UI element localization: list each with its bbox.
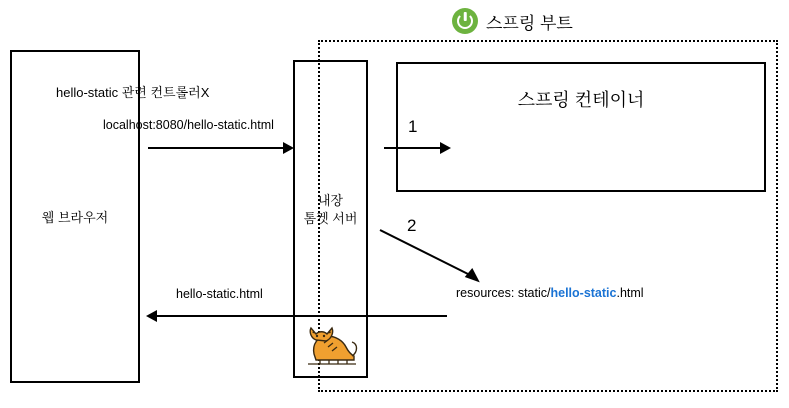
tomcat-cat-icon bbox=[302, 316, 360, 368]
embedded-tomcat-label-line2: 톰켓 서버 bbox=[303, 211, 358, 226]
spring-container-box bbox=[396, 62, 766, 192]
step-2-arrow bbox=[378, 228, 488, 286]
response-arrow-head bbox=[146, 310, 157, 322]
static-resource-prefix: resources: static/ bbox=[456, 286, 551, 300]
spring-container-title: 스프링 컨테이너 bbox=[517, 90, 645, 110]
spring-boot-title-group bbox=[452, 6, 632, 36]
step-2-label: 2 bbox=[407, 216, 417, 235]
request-arrow-head bbox=[283, 142, 294, 154]
spring-boot-logo-icon bbox=[452, 8, 478, 34]
spring-boot-title: 스프링 부트 bbox=[486, 13, 573, 33]
embedded-tomcat-box bbox=[293, 60, 368, 378]
static-resource-highlight: hello-static bbox=[550, 286, 617, 300]
request-url-label: localhost:8080/hello-static.html bbox=[103, 118, 274, 132]
static-resource-suffix: .html bbox=[616, 286, 644, 300]
static-resource-path-label bbox=[456, 286, 644, 300]
response-arrow-line bbox=[157, 315, 447, 317]
step-1-arrow-head bbox=[440, 142, 451, 154]
response-file-label: hello-static.html bbox=[176, 287, 263, 301]
request-arrow-line bbox=[148, 147, 290, 149]
controller-label: hello-static 관련 컨트롤러X bbox=[56, 85, 210, 100]
web-browser-label: 웹 브라우저 bbox=[41, 210, 109, 225]
step-1-arrow-line bbox=[384, 147, 444, 149]
step-1-label: 1 bbox=[408, 117, 418, 136]
embedded-tomcat-label-line1: 내장 bbox=[317, 193, 344, 208]
embedded-tomcat-label bbox=[295, 192, 366, 228]
